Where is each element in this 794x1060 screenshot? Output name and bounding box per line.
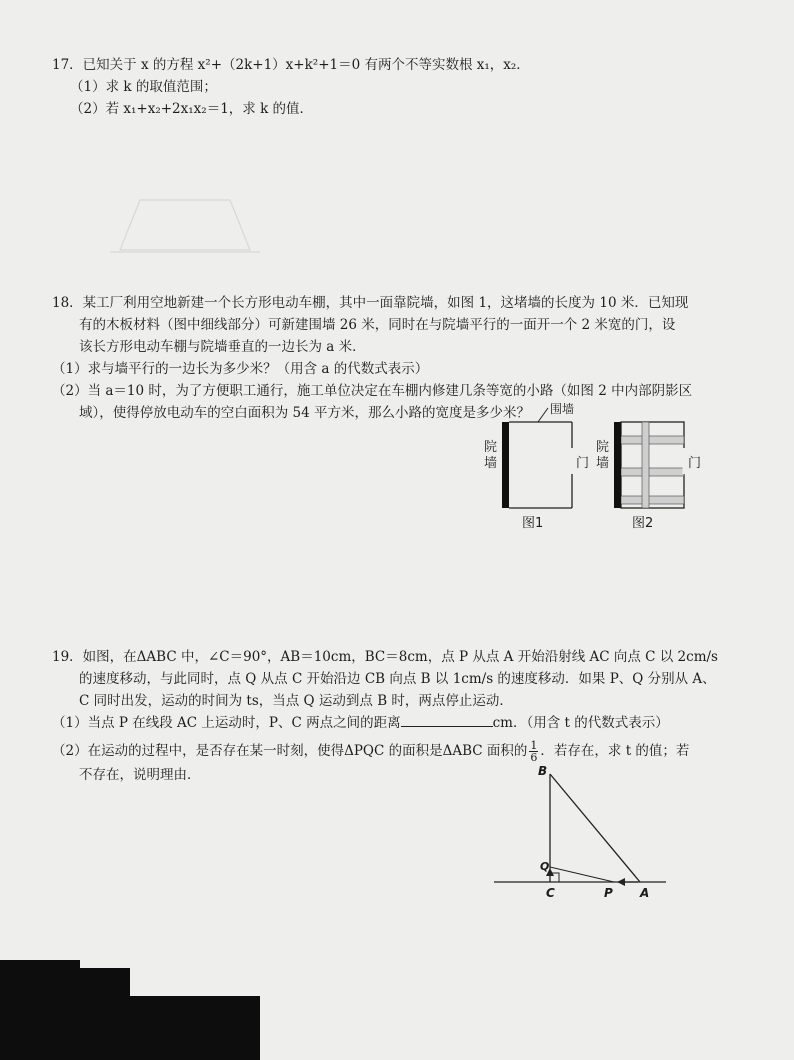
vertex-a-label: A [640,886,650,900]
q18-part2-line2: 域），使得停放电动车的空白面积为 54 平方米，那么小路的宽度是多少米？ [79,405,531,421]
q19-part1-suffix: cm．（用含 t 的代数式表示） [492,715,669,731]
q17-part1: （1）求 k 的取值范围； [70,79,217,95]
scan-shadow-3 [0,996,260,1060]
q18-part2-line1: （2）当 a＝10 时，为了方便职工通行，施工单位决定在车棚内修建几条等宽的小路（如图 2 中内部阴影区 [52,383,693,399]
q19-part1 [52,714,669,732]
door-label-1: 门 [576,456,590,471]
fraction-denominator: 6 [530,751,538,764]
door-label-2: 门 [688,456,702,471]
q18-stem-line2: 有的木板材料（图中细线部分）可新建围墙 26 米，同时在与院墙平行的一面开一个 2 米宽的门，设 [79,317,676,333]
q17-stem: 17．已知关于 x 的方程 x²+（2k+1）x+k²+1＝0 有两个不等实数根 x₁，x₂． [52,57,530,73]
point-p-label: P [604,886,613,900]
answer-blank[interactable] [401,714,493,727]
q18-figure-2 [588,400,702,531]
q18-stem-line1: 18．某工厂利用空地新建一个长方形电动车棚，其中一面靠院墙，如图 1，这堵墙的长度为 10 米．已知现 [52,295,689,311]
vertex-b-label: B [538,764,548,778]
vertex-c-label: C [546,886,555,900]
figure-1-caption: 图1 [522,516,544,531]
q19-part2-cont: 不存在，说明理由． [79,767,201,783]
point-q-label: Q [540,860,550,873]
q19-stem-line3: C 同时出发，运动的时间为 ts，当点 Q 运动到点 B 时，两点停止运动． [79,693,513,709]
bleed-through-sketch [100,180,260,270]
q18-stem-line3: 该长方形电动车棚与院墙垂直的一边长为 a 米． [79,339,366,355]
q18-part1: （1）求与墙平行的一边长为多少米？（用含 a 的代数式表示） [52,361,429,377]
q19-part2-prefix: （2）在运动的过程中，是否存在某一时刻，使得ΔPQC 的面积是ΔABC 面积的 [52,743,528,759]
q19-stem-line2: 的速度移动，与此同时，点 Q 从点 C 开始沿边 CB 向点 B 以 1cm/s 的速度移动．如果 P、Q 分别从 A、 [79,671,716,687]
q19-triangle-figure [490,764,670,904]
fence-label: 围墙 [550,402,575,416]
one-sixth-fraction [529,740,538,763]
fraction-numerator: 1 [530,739,538,752]
q17-part2: （2）若 x₁+x₂+2x₁x₂＝1，求 k 的值． [70,101,314,117]
q18-figure-1 [476,400,590,531]
q19-part2-suffix: ．若存在，求 t 的值；若 [540,743,690,759]
q19-stem-line1: 19．如图，在ΔABC 中，∠C＝90°，AB＝10cm，BC＝8cm，点 P 从点 A 开始沿射线 AC 向点 C 以 2cm/s [52,649,718,665]
q19-part2 [52,738,689,764]
figure-2-caption: 图2 [632,516,654,531]
wall-label-1: 院墙 [484,440,498,471]
wall-label-2: 院墙 [596,440,610,471]
q19-part1-prefix: （1）当点 P 在线段 AC 上运动时，P、C 两点之间的距离 [52,715,401,731]
